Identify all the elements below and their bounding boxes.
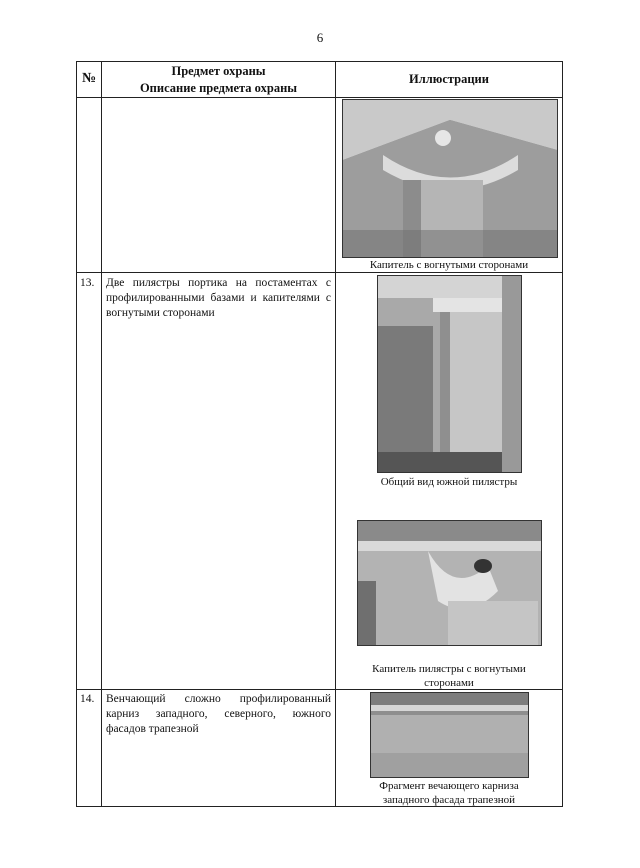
photo-caption: Общий вид южной пилястры [380, 476, 518, 488]
row-number: 13. [80, 277, 95, 289]
photo-caption: Фрагмент вечающего карниза западного фасада трапезной [379, 780, 519, 806]
pilaster-capital-photo [357, 520, 542, 646]
photo-caption: Капитель пилястры с вогнутыми сторонами [372, 663, 526, 689]
column-capital-photo [342, 99, 558, 258]
page-number: 6 [316, 30, 324, 45]
pilaster-photo [377, 275, 522, 473]
table-border-right [562, 61, 563, 807]
photo-caption: Капитель с вогнутыми сторонами [369, 259, 529, 271]
header-subject-desc: Описание предмета охраны [139, 81, 298, 95]
header-divider [76, 97, 563, 98]
row-number: 14. [80, 693, 95, 705]
protection-description: Венчающий сложно профилированный карниз западного, северного, южного фасадов трапезной [106, 693, 331, 735]
column-divider [335, 61, 336, 807]
protection-description: Две пилястры портика на постаментах с профилированными базами и капителями с вогнутыми сторонами [106, 277, 331, 319]
cornice-photo [370, 692, 529, 778]
column-divider [101, 61, 102, 807]
header-illustrations: Иллюстрации [409, 72, 489, 86]
header-num: № [81, 71, 97, 86]
row-divider [76, 272, 563, 273]
table-border-top [76, 61, 563, 62]
table-border-left [76, 61, 77, 807]
header-subject-title: Предмет охраны [171, 64, 266, 78]
